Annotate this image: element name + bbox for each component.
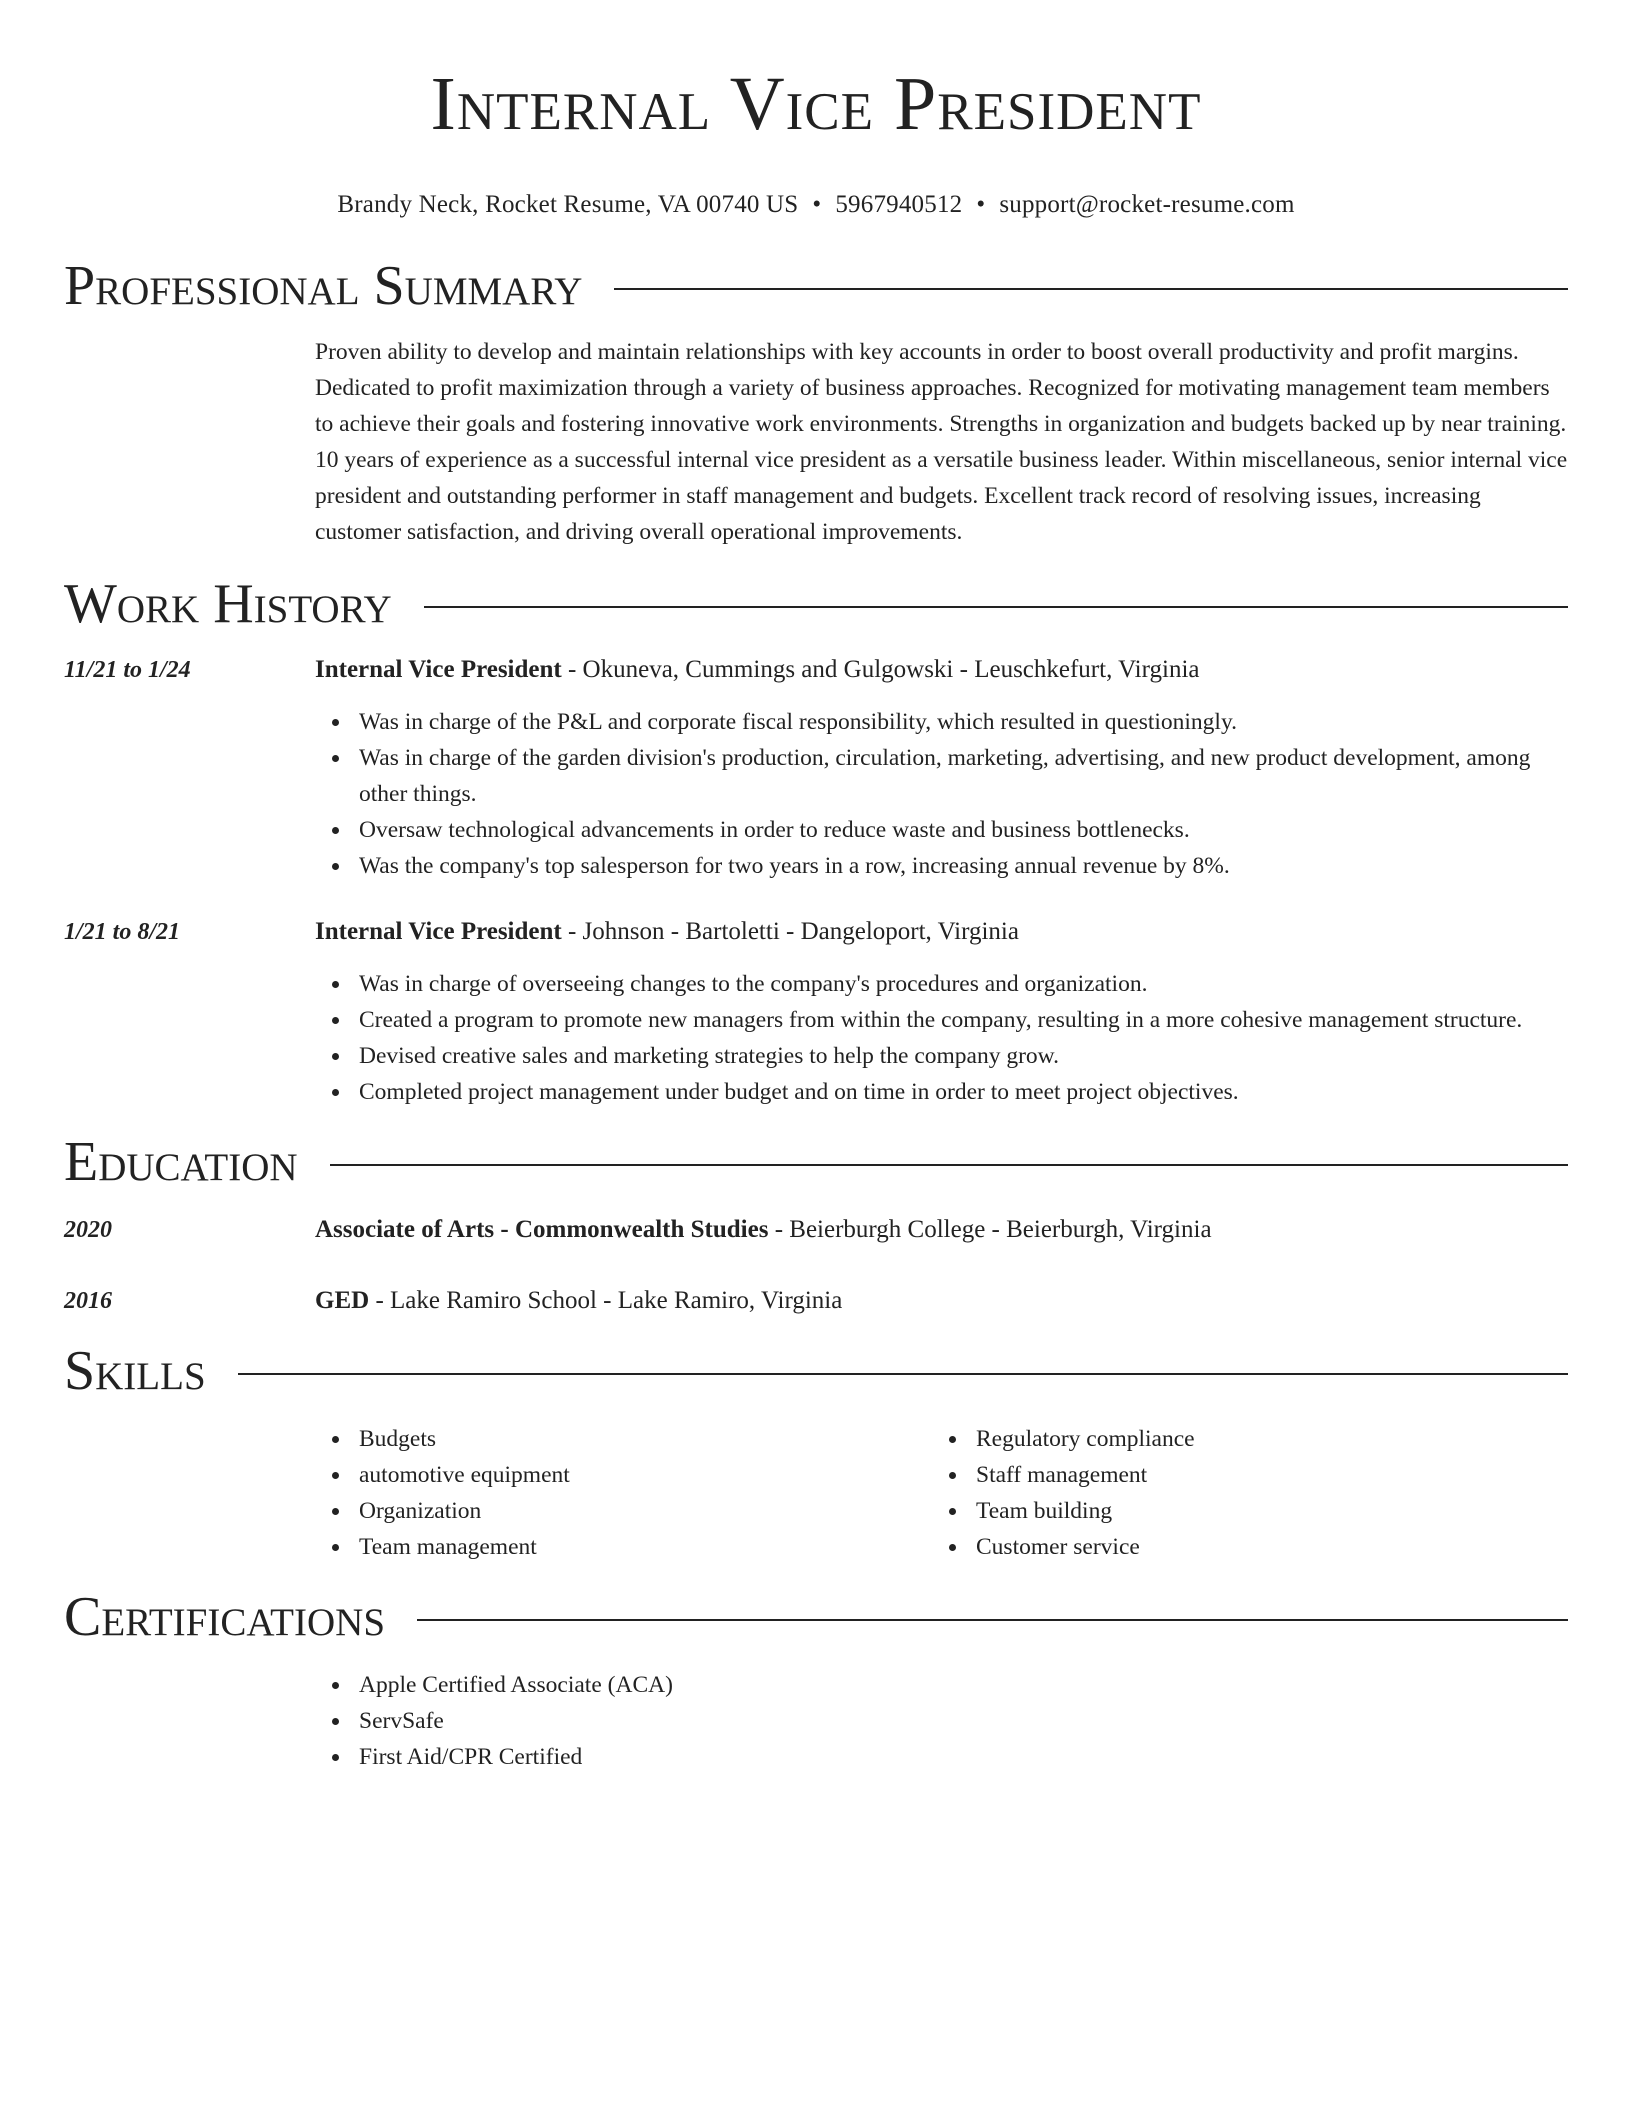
job-header [315, 914, 1019, 950]
education-header [315, 1212, 1212, 1248]
education-heading: Education [64, 1131, 298, 1193]
contact-separator: • [976, 191, 986, 218]
education-degree: GED [315, 1287, 370, 1314]
contact-phone: 5967940512 [835, 191, 963, 218]
section-divider [238, 1373, 1568, 1375]
certifications-list [315, 1667, 1568, 1775]
education-details: - Lake Ramiro School - Lake Ramiro, Virginia [369, 1287, 843, 1314]
list-item: First Aid/CPR Certified [359, 1739, 1568, 1775]
job-dates: 1/21 to 8/21 [64, 919, 181, 945]
education-entry [64, 1283, 1568, 1319]
list-item: Team management [359, 1529, 932, 1565]
job-dates: 11/21 to 1/24 [64, 657, 191, 683]
list-item: Budgets [359, 1421, 932, 1457]
list-item: Regulatory compliance [976, 1421, 1532, 1457]
skills-column-left [315, 1421, 932, 1565]
contact-separator: • [812, 191, 822, 218]
education-entry [64, 1212, 1568, 1248]
section-divider [330, 1164, 1568, 1166]
list-item: Customer service [976, 1529, 1532, 1565]
education-section-header [64, 1132, 1568, 1192]
work-heading: Work History [64, 573, 392, 635]
certifications-heading: Certifications [64, 1586, 386, 1648]
list-item: Completed project management under budget and on time in order to meet project objectives. [359, 1074, 1568, 1110]
skills-heading: Skills [64, 1340, 206, 1402]
job-bullets [315, 704, 1568, 884]
list-item: Was in charge of overseeing changes to the company's procedures and organization. [359, 966, 1568, 1002]
job-header-row [64, 914, 1568, 950]
contact-address: Brandy Neck, Rocket Resume, VA 00740 US [337, 191, 799, 218]
summary-section-header [64, 256, 1568, 316]
list-item: Created a program to promote new managers from within the company, resulting in a more cohesive management structure. [359, 1002, 1568, 1038]
list-item: Devised creative sales and marketing strategies to help the company grow. [359, 1038, 1568, 1074]
skills-section-header [64, 1341, 1568, 1401]
education-details: - Beierburgh College - Beierburgh, Virginia [768, 1216, 1212, 1243]
job-title: Internal Vice President [315, 918, 562, 945]
contact-line [64, 190, 1568, 220]
list-item: Staff management [976, 1457, 1532, 1493]
list-item: Team building [976, 1493, 1532, 1529]
education-year: 2020 [64, 1217, 112, 1243]
summary-text: Proven ability to develop and maintain relationships with key accounts in order to boost overall productivity and profit margins. Dedicated to profit maximization through a variety of business approaches. Recognized for motivating management team members to achieve their goals and fostering innovative work environments. Strengths in organization and budgets backed up by near training. 10 years of experience as a successful internal vice president as a versatile business leader. Within miscellaneous, senior internal vice president and outstanding performer in staff management and budgets. Excellent track record of resolving issues, increasing customer satisfaction, and driving overall operational improvements. [315, 339, 1568, 545]
summary-heading: Professional Summary [64, 255, 583, 317]
list-item: Was in charge of the garden division's production, circulation, marketing, advertising, and new product development, among other things. [359, 740, 1568, 812]
job-entry [64, 652, 1568, 884]
list-item: Apple Certified Associate (ACA) [359, 1667, 1568, 1703]
list-item: Organization [359, 1493, 932, 1529]
list-item: Oversaw technological advancements in order to reduce waste and business bottlenecks. [359, 812, 1568, 848]
education-header [315, 1283, 842, 1319]
skills-column-right [932, 1421, 1532, 1565]
job-bullets [315, 966, 1568, 1110]
job-details: - Okuneva, Cummings and Gulgowski - Leuschkefurt, Virginia [561, 656, 1200, 683]
list-item: ServSafe [359, 1703, 1568, 1739]
job-title: Internal Vice President [315, 656, 562, 683]
list-item: Was the company's top salesperson for two years in a row, increasing annual revenue by 8%. [359, 848, 1568, 884]
job-header [315, 652, 1200, 688]
list-item: automotive equipment [359, 1457, 932, 1493]
job-details: - Johnson - Bartoletti - Dangeloport, Virginia [561, 918, 1019, 945]
resume-page [64, 0, 1568, 1775]
resume-title: Internal Vice President [430, 62, 1202, 146]
education-year: 2016 [64, 1288, 112, 1314]
certifications-section-header [64, 1587, 1568, 1647]
contact-email: support@rocket-resume.com [999, 191, 1295, 218]
skills-list [315, 1421, 1568, 1565]
job-header-row [64, 652, 1568, 688]
section-divider [424, 606, 1568, 608]
section-divider [417, 1619, 1568, 1621]
job-entry [64, 914, 1568, 1110]
section-divider [614, 288, 1568, 290]
work-section-header [64, 574, 1568, 634]
list-item: Was in charge of the P&L and corporate fiscal responsibility, which resulted in questioningly. [359, 704, 1568, 740]
education-degree: Associate of Arts - Commonwealth Studies [315, 1216, 769, 1243]
